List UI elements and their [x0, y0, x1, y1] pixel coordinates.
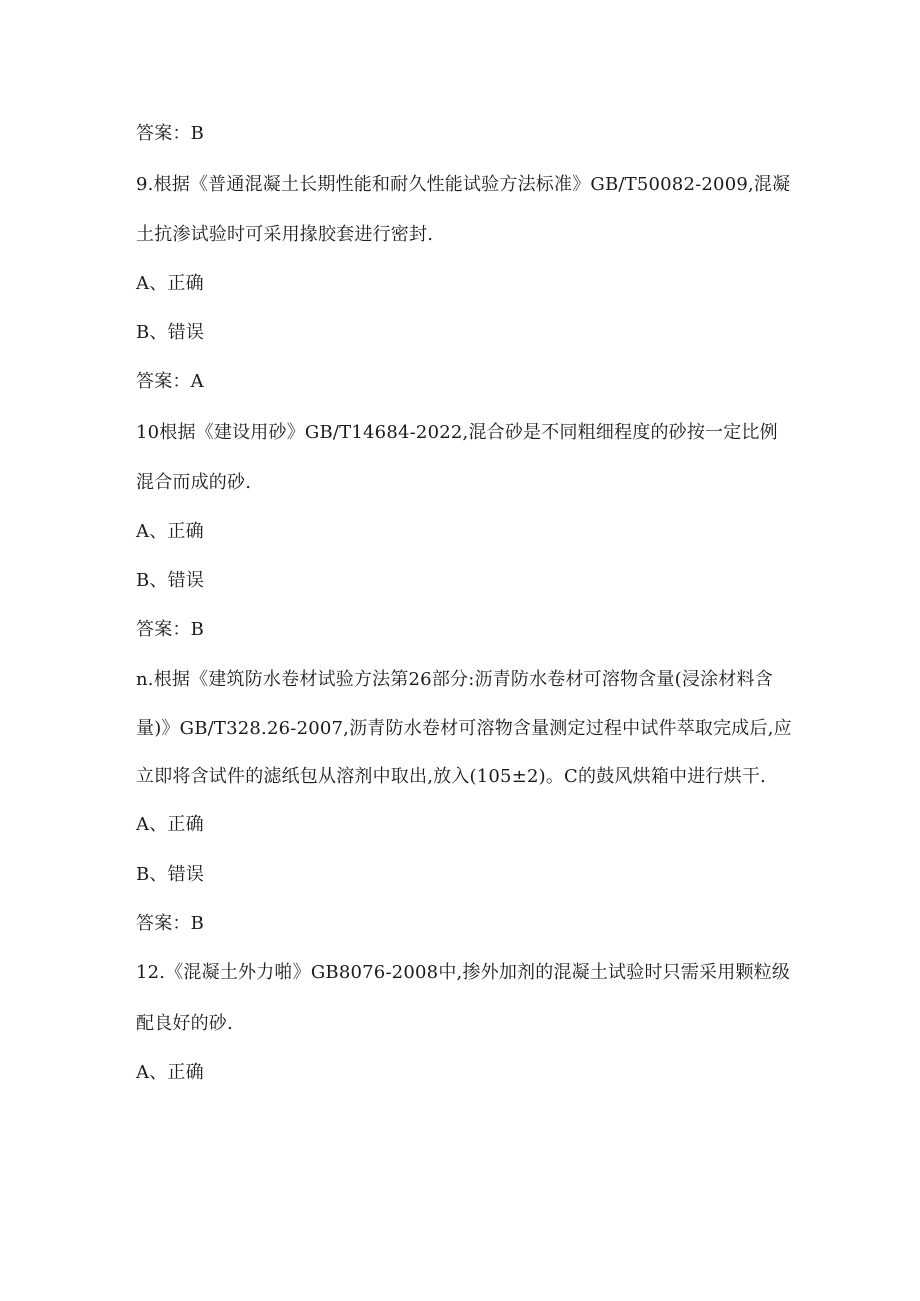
option-a: A、正确	[136, 273, 204, 294]
answer-line: 答案：A	[136, 371, 204, 392]
question-9-line-2: 土抗渗试验时可采用掾胶套进行密封.	[136, 224, 434, 245]
answer-line: 答案：B	[136, 913, 205, 934]
question-9-line-1: 9.根据《普通混凝土长期性能和耐久性能试验方法标准》GB/T50082-2009,混凝	[136, 174, 791, 195]
option-a: A、正确	[136, 814, 204, 835]
answer-line: 答案：B	[136, 123, 205, 144]
question-11-line-3: 立即将含试件的滤纸包从溶剂中取出,放入(105±2)。C的鼓风烘箱中进行烘干.	[136, 766, 766, 787]
question-10-line-1: 10根据《建设用砂》GB/T14684-2022,混合砂是不同粗细程度的砂按一定比例	[136, 422, 778, 443]
question-12-line-2: 配良好的砂.	[136, 1013, 233, 1034]
question-12-line-1: 12.《混凝土外力啪》GB8076-2008中,掺外加剂的混凝土试验时只需采用颗粒级	[136, 962, 791, 983]
question-10-line-2: 混合而成的砂.	[136, 472, 252, 493]
option-a: A、正确	[136, 1062, 204, 1083]
option-b: B、错误	[136, 570, 205, 591]
answer-line: 答案：B	[136, 619, 205, 640]
option-a: A、正确	[136, 521, 204, 542]
option-b: B、错误	[136, 864, 205, 885]
question-11-line-2: 量)》GB/T328.26-2007,沥青防水卷材可溶物含量测定过程中试件萃取完成后,应	[136, 718, 792, 739]
option-b: B、错误	[136, 322, 205, 343]
question-11-line-1: n.根据《建筑防水卷材试验方法第26部分:沥青防水卷材可溶物含量(浸涂材料含	[136, 669, 773, 690]
